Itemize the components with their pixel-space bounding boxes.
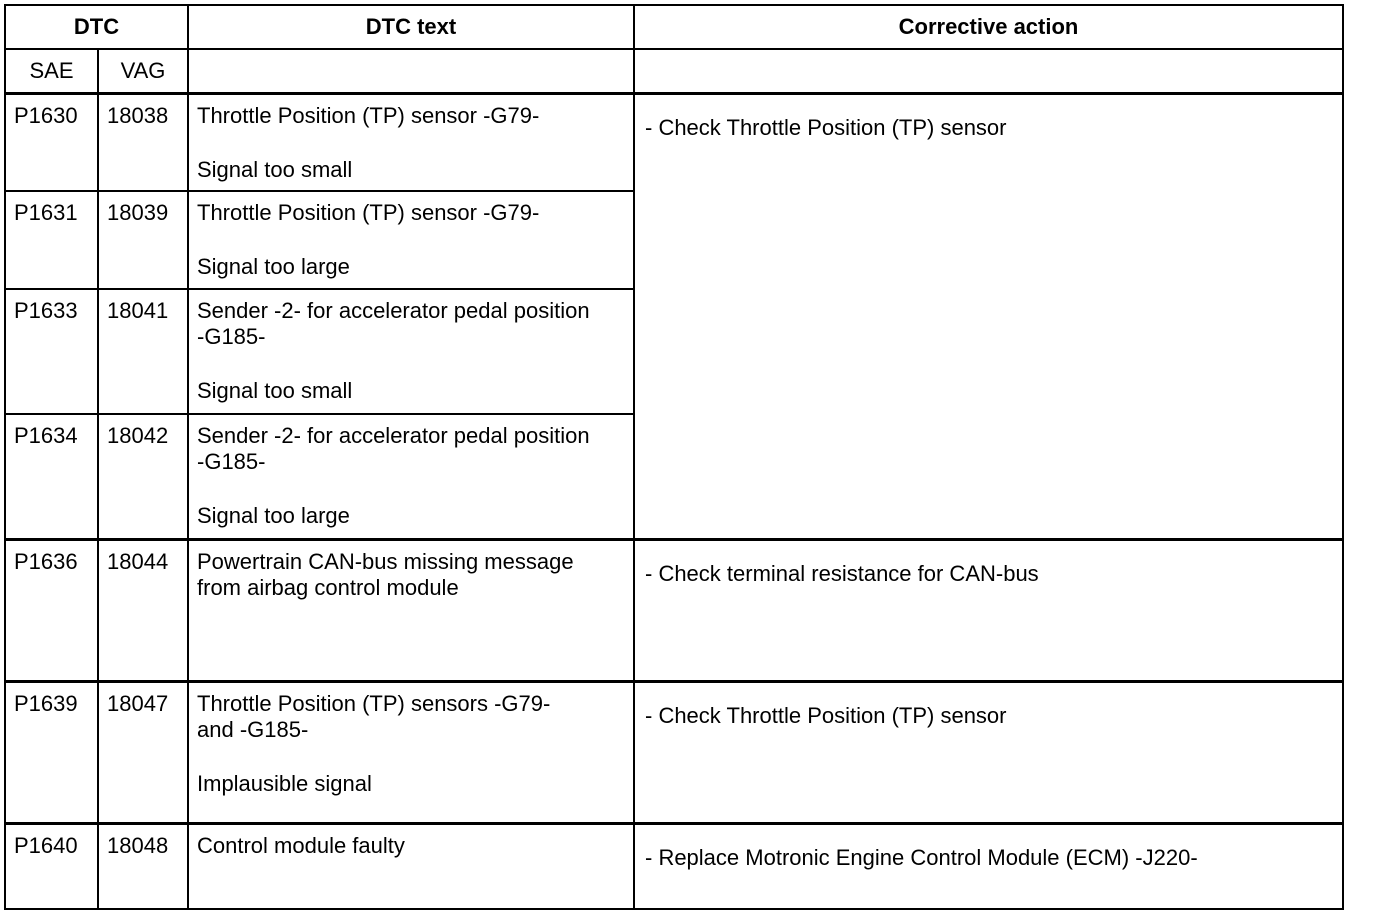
table-row <box>5 681 1343 823</box>
subheader-row <box>5 49 1343 93</box>
vag-code: 18038 <box>98 93 188 191</box>
vag-code: 18042 <box>98 414 188 539</box>
dtc-text-line: from airbag control module <box>197 574 459 600</box>
dtc-subtext: Signal too large <box>197 503 350 528</box>
header-dtc: DTC <box>5 5 188 49</box>
corrective-action-cell: - Check Throttle Position (TP) sensor <box>634 93 1343 539</box>
sae-code: P1630 <box>5 93 98 191</box>
dtc-text-cell <box>188 823 634 909</box>
dtc-text-line: Throttle Position (TP) sensors -G79- <box>197 690 551 716</box>
dtc-subtext: Signal too large <box>197 254 350 279</box>
sae-code: P1634 <box>5 414 98 539</box>
subheader-empty <box>188 49 634 93</box>
sae-code: P1640 <box>5 823 98 909</box>
table-row <box>5 823 1343 909</box>
dtc-text-cell <box>188 539 634 681</box>
vag-code: 18044 <box>98 539 188 681</box>
subheader-empty <box>634 49 1343 93</box>
sae-code: P1636 <box>5 539 98 681</box>
sae-code: P1639 <box>5 681 98 823</box>
dtc-text-line: -G185- <box>197 324 266 349</box>
dtc-text-cell <box>188 289 634 414</box>
header-corrective-action: Corrective action <box>634 5 1343 49</box>
dtc-table <box>4 4 1344 910</box>
dtc-text-line: Throttle Position (TP) sensor -G79- <box>197 200 540 225</box>
dtc-text-line: Sender -2- for accelerator pedal position <box>197 423 590 448</box>
sae-code: P1633 <box>5 289 98 414</box>
sae-code: P1631 <box>5 191 98 289</box>
header-row <box>5 5 1343 49</box>
table-row <box>5 93 1343 191</box>
dtc-text-line: and -G185- <box>197 716 309 742</box>
dtc-text-cell <box>188 681 634 823</box>
dtc-subtext: Implausible signal <box>197 770 372 796</box>
vag-code: 18048 <box>98 823 188 909</box>
dtc-text-line: Throttle Position (TP) sensor -G79- <box>197 102 540 128</box>
dtc-text-cell <box>188 191 634 289</box>
dtc-text-line: Sender -2- for accelerator pedal position <box>197 298 590 323</box>
corrective-action-cell: - Check terminal resistance for CAN-bus <box>634 539 1343 681</box>
vag-code: 18041 <box>98 289 188 414</box>
vag-code: 18039 <box>98 191 188 289</box>
vag-code: 18047 <box>98 681 188 823</box>
header-sae: SAE <box>5 49 98 93</box>
dtc-text-line: Control module faulty <box>197 832 405 858</box>
corrective-action-cell: - Replace Motronic Engine Control Module (ECM) -J220- <box>634 823 1343 909</box>
dtc-subtext: Signal too small <box>197 156 353 182</box>
dtc-text-cell <box>188 93 634 191</box>
table-row <box>5 539 1343 681</box>
header-dtc-text: DTC text <box>188 5 634 49</box>
dtc-text-line: -G185- <box>197 449 266 474</box>
dtc-subtext: Signal too small <box>197 378 353 403</box>
header-vag: VAG <box>98 49 188 93</box>
corrective-action-cell: - Check Throttle Position (TP) sensor <box>634 681 1343 823</box>
dtc-text-line: Powertrain CAN-bus missing message <box>197 548 574 574</box>
dtc-text-cell <box>188 414 634 539</box>
